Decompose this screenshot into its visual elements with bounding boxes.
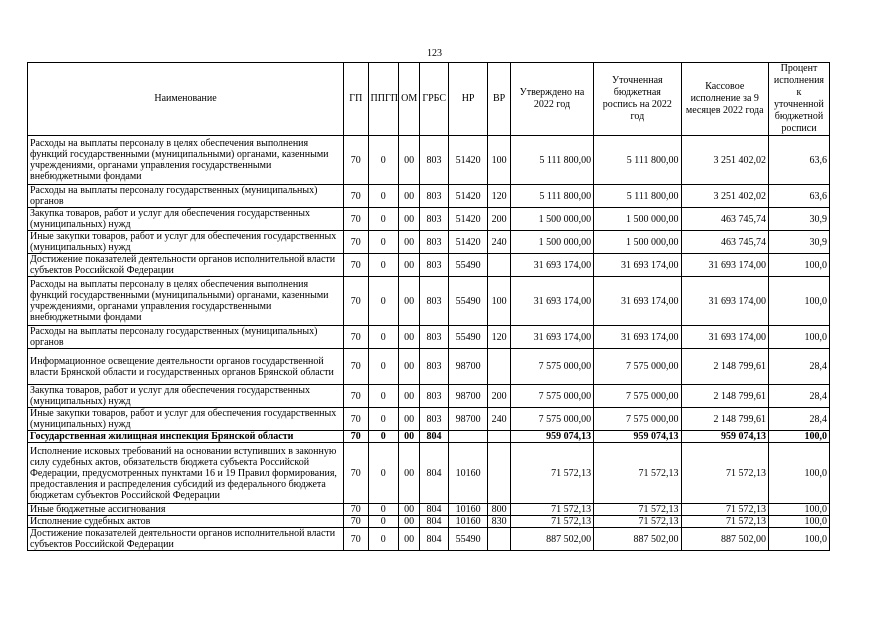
- cell-cash: 31 693 174,00: [681, 277, 768, 326]
- cell-ppgp: 0: [368, 528, 398, 551]
- cell-percent: 28,4: [768, 408, 829, 431]
- cell-approved: 1 500 000,00: [510, 208, 593, 231]
- cell-grbs: 804: [420, 431, 448, 443]
- cell-percent: 100,0: [768, 528, 829, 551]
- cell-grbs: 803: [420, 326, 448, 349]
- cell-om: 00: [398, 254, 419, 277]
- cell-om: 00: [398, 408, 419, 431]
- cell-approved: 31 693 174,00: [510, 254, 593, 277]
- cell-ppgp: 0: [368, 326, 398, 349]
- cell-gp: 70: [344, 349, 368, 385]
- cell-cash: 71 572,13: [681, 504, 768, 516]
- cell-percent: 28,4: [768, 349, 829, 385]
- cell-approved: 71 572,13: [510, 443, 593, 504]
- cell-ppgp: 0: [368, 254, 398, 277]
- cell-cash: 31 693 174,00: [681, 254, 768, 277]
- cell-name: Достижение показателей деятельности органов исполнительной власти субъектов Российской Федерации: [28, 528, 344, 551]
- cell-name: Достижение показателей деятельности органов исполнительной власти субъектов Российской Федерации: [28, 254, 344, 277]
- cell-refined: 5 111 800,00: [594, 136, 681, 185]
- cell-vr: 800: [488, 504, 510, 516]
- cell-ppgp: 0: [368, 431, 398, 443]
- table-row: [28, 136, 830, 185]
- cell-percent: 100,0: [768, 443, 829, 504]
- table-row: [28, 277, 830, 326]
- cell-ppgp: 0: [368, 208, 398, 231]
- cell-name: Исполнение исковых требований на основании вступивших в законную силу судебных актов, обязательств бюджета субъекта Российской Федерации, предусмотренных пунктами 16 и 19 Правил формирования, предоставления и распределения субсидий из федерального бюджета бюджетам субъектов Российской Федерации: [28, 443, 344, 504]
- cell-cash: 3 251 402,02: [681, 185, 768, 208]
- cell-ppgp: 0: [368, 231, 398, 254]
- cell-vr: [488, 431, 510, 443]
- cell-vr: 120: [488, 326, 510, 349]
- cell-gp: 70: [344, 528, 368, 551]
- cell-cash: 71 572,13: [681, 516, 768, 528]
- cell-approved: 959 074,13: [510, 431, 593, 443]
- cell-np: 55490: [448, 528, 488, 551]
- cell-name: Иные закупки товаров, работ и услуг для обеспечения государственных (муниципальных) нужд: [28, 408, 344, 431]
- col-header-gp: ГП: [344, 63, 368, 136]
- cell-refined: 7 575 000,00: [594, 385, 681, 408]
- cell-np: 98700: [448, 349, 488, 385]
- col-header-vr: ВР: [488, 63, 510, 136]
- cell-ppgp: 0: [368, 504, 398, 516]
- cell-refined: 959 074,13: [594, 431, 681, 443]
- cell-gp: 70: [344, 208, 368, 231]
- cell-np: 51420: [448, 208, 488, 231]
- cell-name: Закупка товаров, работ и услуг для обеспечения государственных (муниципальных) нужд: [28, 208, 344, 231]
- cell-name: Иные закупки товаров, работ и услуг для обеспечения государственных (муниципальных) нужд: [28, 231, 344, 254]
- table-row: [28, 208, 830, 231]
- cell-vr: 240: [488, 231, 510, 254]
- cell-grbs: 804: [420, 443, 448, 504]
- table-row: [28, 385, 830, 408]
- cell-grbs: 803: [420, 408, 448, 431]
- cell-om: 00: [398, 443, 419, 504]
- cell-grbs: 803: [420, 277, 448, 326]
- cell-gp: 70: [344, 431, 368, 443]
- cell-gp: 70: [344, 277, 368, 326]
- cell-vr: 200: [488, 385, 510, 408]
- cell-grbs: 803: [420, 185, 448, 208]
- table-row: [28, 231, 830, 254]
- cell-cash: 2 148 799,61: [681, 349, 768, 385]
- cell-cash: 71 572,13: [681, 443, 768, 504]
- cell-name: Расходы на выплаты персоналу государственных (муниципальных) органов: [28, 185, 344, 208]
- table-row: [28, 443, 830, 504]
- cell-cash: 31 693 174,00: [681, 326, 768, 349]
- cell-om: 00: [398, 277, 419, 326]
- cell-np: 10160: [448, 504, 488, 516]
- cell-np: 10160: [448, 443, 488, 504]
- cell-grbs: 803: [420, 208, 448, 231]
- cell-np: [448, 431, 488, 443]
- table-row: [28, 528, 830, 551]
- cell-percent: 100,0: [768, 504, 829, 516]
- cell-om: 00: [398, 431, 419, 443]
- cell-np: 55490: [448, 254, 488, 277]
- cell-grbs: 803: [420, 385, 448, 408]
- cell-cash: 463 745,74: [681, 208, 768, 231]
- cell-om: 00: [398, 349, 419, 385]
- table-row: [28, 504, 830, 516]
- cell-grbs: 803: [420, 349, 448, 385]
- col-header-grbs: ГРБС: [420, 63, 448, 136]
- table-row: [28, 516, 830, 528]
- cell-refined: 7 575 000,00: [594, 408, 681, 431]
- cell-gp: 70: [344, 504, 368, 516]
- cell-refined: 1 500 000,00: [594, 208, 681, 231]
- budget-table: [27, 62, 830, 551]
- col-header-ppgp: ППГП: [368, 63, 398, 136]
- table-row-section: [28, 431, 830, 443]
- cell-cash: 2 148 799,61: [681, 385, 768, 408]
- col-header-approved: Утверждено на 2022 год: [510, 63, 593, 136]
- cell-gp: 70: [344, 231, 368, 254]
- cell-om: 00: [398, 385, 419, 408]
- cell-refined: 71 572,13: [594, 516, 681, 528]
- cell-name: Закупка товаров, работ и услуг для обеспечения государственных (муниципальных) нужд: [28, 385, 344, 408]
- page-number: 123: [427, 48, 442, 59]
- cell-grbs: 803: [420, 254, 448, 277]
- cell-name: Иные бюджетные ассигнования: [28, 504, 344, 516]
- cell-gp: 70: [344, 408, 368, 431]
- cell-name: Информационное освещение деятельности органов государственной власти Брянской области и государственных органов Брянской области: [28, 349, 344, 385]
- cell-refined: 7 575 000,00: [594, 349, 681, 385]
- cell-np: 98700: [448, 408, 488, 431]
- cell-cash: 2 148 799,61: [681, 408, 768, 431]
- cell-percent: 100,0: [768, 277, 829, 326]
- cell-vr: 200: [488, 208, 510, 231]
- cell-cash: 3 251 402,02: [681, 136, 768, 185]
- cell-percent: 100,0: [768, 431, 829, 443]
- cell-grbs: 804: [420, 504, 448, 516]
- cell-ppgp: 0: [368, 516, 398, 528]
- cell-cash: 959 074,13: [681, 431, 768, 443]
- cell-approved: 71 572,13: [510, 504, 593, 516]
- cell-refined: 887 502,00: [594, 528, 681, 551]
- cell-ppgp: 0: [368, 385, 398, 408]
- cell-np: 55490: [448, 277, 488, 326]
- cell-vr: 830: [488, 516, 510, 528]
- cell-name: Государственная жилищная инспекция Брянской области: [28, 431, 344, 443]
- cell-percent: 100,0: [768, 326, 829, 349]
- table-row: [28, 408, 830, 431]
- cell-percent: 100,0: [768, 516, 829, 528]
- cell-refined: 31 693 174,00: [594, 326, 681, 349]
- cell-refined: 31 693 174,00: [594, 254, 681, 277]
- col-header-percent: Процент исполнения к уточненной бюджетной росписи: [768, 63, 829, 136]
- cell-percent: 100,0: [768, 254, 829, 277]
- cell-percent: 63,6: [768, 185, 829, 208]
- cell-np: 51420: [448, 231, 488, 254]
- cell-refined: 31 693 174,00: [594, 277, 681, 326]
- cell-grbs: 803: [420, 136, 448, 185]
- cell-gp: 70: [344, 254, 368, 277]
- cell-ppgp: 0: [368, 277, 398, 326]
- cell-ppgp: 0: [368, 408, 398, 431]
- cell-om: 00: [398, 208, 419, 231]
- cell-approved: 7 575 000,00: [510, 408, 593, 431]
- cell-np: 55490: [448, 326, 488, 349]
- cell-cash: 463 745,74: [681, 231, 768, 254]
- cell-percent: 30,9: [768, 208, 829, 231]
- cell-approved: 5 111 800,00: [510, 185, 593, 208]
- cell-refined: 1 500 000,00: [594, 231, 681, 254]
- cell-vr: [488, 254, 510, 277]
- cell-om: 00: [398, 185, 419, 208]
- col-header-np: НР: [448, 63, 488, 136]
- cell-om: 00: [398, 326, 419, 349]
- header-row: [28, 63, 830, 136]
- cell-approved: 5 111 800,00: [510, 136, 593, 185]
- cell-np: 10160: [448, 516, 488, 528]
- cell-gp: 70: [344, 385, 368, 408]
- cell-vr: 120: [488, 185, 510, 208]
- cell-approved: 7 575 000,00: [510, 385, 593, 408]
- cell-gp: 70: [344, 136, 368, 185]
- cell-name: Расходы на выплаты персоналу государственных (муниципальных) органов: [28, 326, 344, 349]
- cell-ppgp: 0: [368, 136, 398, 185]
- cell-ppgp: 0: [368, 349, 398, 385]
- table-row: [28, 185, 830, 208]
- cell-percent: 28,4: [768, 385, 829, 408]
- cell-vr: [488, 443, 510, 504]
- cell-vr: 240: [488, 408, 510, 431]
- cell-grbs: 803: [420, 231, 448, 254]
- cell-vr: [488, 528, 510, 551]
- cell-approved: 1 500 000,00: [510, 231, 593, 254]
- cell-om: 00: [398, 528, 419, 551]
- cell-percent: 63,6: [768, 136, 829, 185]
- cell-approved: 31 693 174,00: [510, 326, 593, 349]
- col-header-cash: Кассовое исполнение за 9 месяцев 2022 года: [681, 63, 768, 136]
- cell-grbs: 804: [420, 516, 448, 528]
- table-row: [28, 349, 830, 385]
- cell-grbs: 804: [420, 528, 448, 551]
- cell-name: Расходы на выплаты персоналу в целях обеспечения выполнения функций государственными (муниципальными) органами, казенными учреждениями, органами управления государственными внебюджетными фондами: [28, 136, 344, 185]
- col-header-om: ОМ: [398, 63, 419, 136]
- cell-approved: 887 502,00: [510, 528, 593, 551]
- cell-om: 00: [398, 516, 419, 528]
- cell-om: 00: [398, 504, 419, 516]
- cell-name: Исполнение судебных актов: [28, 516, 344, 528]
- cell-vr: 100: [488, 277, 510, 326]
- cell-np: 51420: [448, 136, 488, 185]
- cell-om: 00: [398, 231, 419, 254]
- cell-gp: 70: [344, 185, 368, 208]
- cell-ppgp: 0: [368, 185, 398, 208]
- cell-approved: 71 572,13: [510, 516, 593, 528]
- cell-ppgp: 0: [368, 443, 398, 504]
- cell-refined: 5 111 800,00: [594, 185, 681, 208]
- cell-np: 51420: [448, 185, 488, 208]
- cell-np: 98700: [448, 385, 488, 408]
- cell-vr: 100: [488, 136, 510, 185]
- cell-gp: 70: [344, 516, 368, 528]
- cell-gp: 70: [344, 326, 368, 349]
- cell-name: Расходы на выплаты персоналу в целях обеспечения выполнения функций государственными (муниципальными) органами, казенными учреждениями, органами управления государственными внебюджетными фондами: [28, 277, 344, 326]
- cell-vr: [488, 349, 510, 385]
- cell-refined: 71 572,13: [594, 504, 681, 516]
- cell-gp: 70: [344, 443, 368, 504]
- table-row: [28, 326, 830, 349]
- cell-percent: 30,9: [768, 231, 829, 254]
- cell-om: 00: [398, 136, 419, 185]
- cell-refined: 71 572,13: [594, 443, 681, 504]
- cell-approved: 31 693 174,00: [510, 277, 593, 326]
- col-header-refined: Уточненная бюджетная роспись на 2022 год: [594, 63, 681, 136]
- table-row: [28, 254, 830, 277]
- cell-cash: 887 502,00: [681, 528, 768, 551]
- cell-approved: 7 575 000,00: [510, 349, 593, 385]
- col-header-name: Наименование: [28, 63, 344, 136]
